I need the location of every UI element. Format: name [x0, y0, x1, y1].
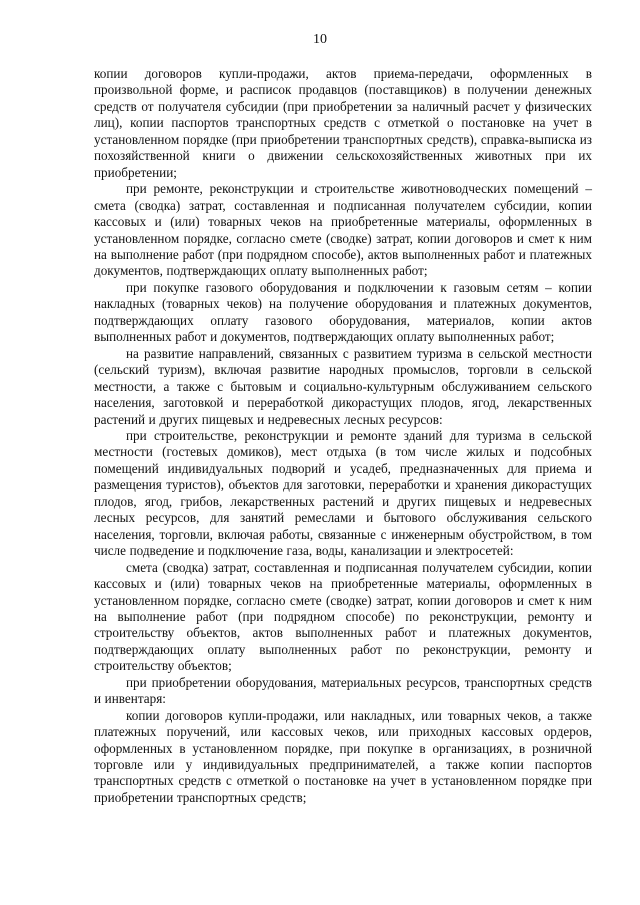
paragraph-6: смета (сводка) затрат, составленная и подписанная получателем субсидии, копии кассовых и (или) товарных чеков на приобретенные материалы, оформленных в установленном порядке, согласно смете (сводке) затрат, копии договоров и смет к ним на выполнение работ (при подрядном способе) по реконструкции, ремонту и строительству объектов, актов выполненных работ и платежных документов, подтверждающих оплату выполненных работ по реконструкции, ремонту и строительству объектов;: [94, 559, 592, 674]
paragraph-8: копии договоров купли-продажи, или накладных, или товарных чеков, а также платежных поручений, или кассовых чеков, или приходных кассовых ордеров, оформленных в установленном порядке, при покупке в организациях, в розничной торговле или у индивидуальных предпринимателей, а также копии паспортов транспортных средств с отметкой о постановке на учет в установленном порядке при приобретении транспортных средств;: [94, 707, 592, 805]
paragraph-2: при ремонте, реконструкции и строительстве животноводческих помещений – смета (сводка) затрат, составленная и подписанная получателем субсидии, копии кассовых и (или) товарных чеков на приобретенные материалы, оформленных в установленном порядке, согласно смете (сводке) затрат, копии договоров и смет к ним на выполнение работ (при подрядном способе), актов выполненных работ и платежных документов, подтверждающих оплату выполненных работ;: [94, 181, 592, 279]
paragraph-5: при строительстве, реконструкции и ремонте зданий для туризма в сельской местности (гостевых домиков), мест отдыха (в том числе жилых и подсобных помещений индивидуальных подворий и усадеб, предназначенных для приема и размещения туристов), объектов для заготовки, переработки и хранения дикорастущих плодов, ягод, грибов, лекарственных растений и других пищевых и недревесных лесных ресурсов, для занятий ремеслами и бытового обслуживания сельского населения, торговли, включая работы, связанные с инженерным обустройством, в том числе подведение и подключение газа, воды, канализации и электросетей:: [94, 427, 592, 559]
document-body: [94, 66, 592, 806]
page-number: 10: [313, 32, 327, 47]
paragraph-3: при покупке газового оборудования и подключении к газовым сетям – копии накладных (товарных чеков) на получение оборудования и платежных документов, подтверждающих оплату газового оборудования, материалов, копии актов выполненных работ и документов, подтверждающих оплату выполненных работ;: [94, 279, 592, 345]
paragraph-4: на развитие направлений, связанных с развитием туризма в сельской местности (сельский туризм), включая развитие народных промыслов, торговли в сельской местности, а также с бытовым и социально-культурным обслуживанием сельского населения, заготовкой и переработкой дикорастущих плодов, ягод, лекарственных растений и других пищевых и недревесных лесных ресурсов:: [94, 345, 592, 427]
paragraph-7: при приобретении оборудования, материальных ресурсов, транспортных средств и инвентаря:: [94, 674, 592, 707]
paragraph-1: копии договоров купли-продажи, актов приема-передачи, оформленных в произвольной форме, и расписок продавцов (поставщиков) в получении денежных средств от получателя субсидии (при приобретении за наличный расчет у физических лиц), копии паспортов транспортных средств с отметкой о постановке на учет в установленном порядке (при приобретении транспортных средств), справка-выписка из похозяйственной книги о движении сельскохозяйственных животных при их приобретении;: [94, 66, 592, 180]
